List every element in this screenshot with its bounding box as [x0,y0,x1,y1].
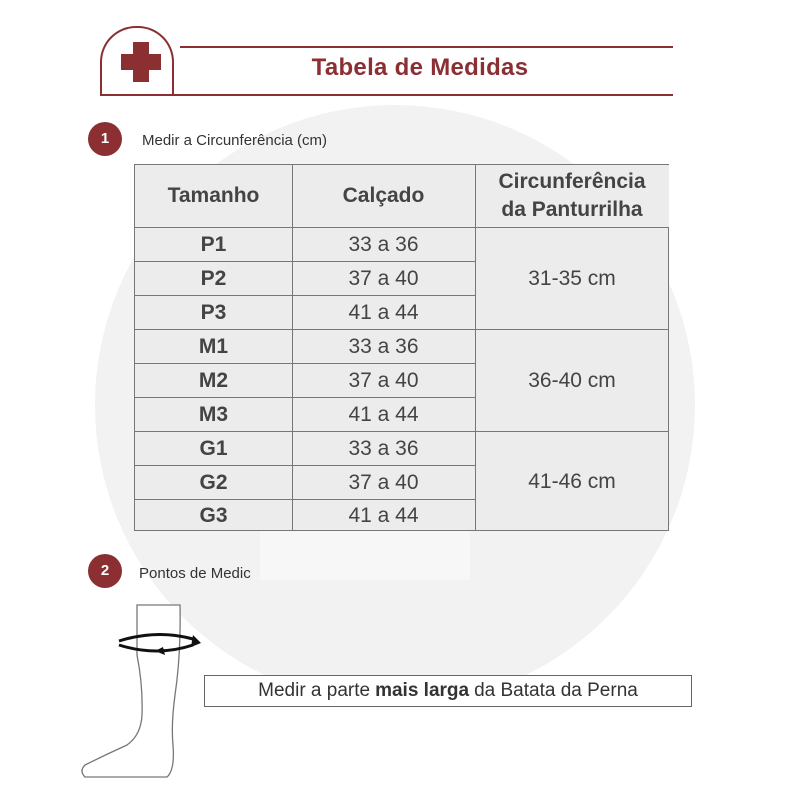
circumference-cell: 41-46 cm [528,469,616,493]
header-size: Tamanho [135,165,292,228]
header-line-top [180,46,673,48]
section-label-2: Pontos de Medic [139,565,251,582]
medical-cross-icon-bar [121,54,161,70]
size-cell: G1 [135,432,292,466]
section-label-1: Medir a Circunferência (cm) [142,132,328,149]
shoe-cell: 41 a 44 [292,296,475,330]
size-cell: G2 [135,466,292,500]
instruction-text-end: da Batata da Perna [474,680,638,701]
size-cell: P1 [135,228,292,262]
shoe-cell: 37 a 40 [292,262,475,296]
size-cell: P3 [135,296,292,330]
circumference-cell: 31-35 cm [475,228,669,330]
size-cell: P2 [135,262,292,296]
header-circumference: Circunferência da Panturrilha [475,165,669,228]
shoe-cell: 41 a 44 [292,398,475,432]
section-number-1: 1 [88,122,122,156]
shoe-cell: 37 a 40 [292,466,475,500]
page-title: Tabela de Medidas [311,54,529,81]
circumference-cell: 36-40 cm [475,330,669,432]
section-number-2: 2 [88,554,122,588]
size-table [134,164,669,531]
leg-measure-icon [75,595,210,785]
header-line-bottom [100,94,673,96]
size-cell: M2 [135,364,292,398]
shoe-cell: 33 a 36 [292,330,475,364]
instruction-text-start: Medir a parte [258,680,371,701]
size-cell: G3 [199,503,228,527]
instruction-text-bold: mais larga [375,680,470,701]
header-shoe: Calçado [292,165,475,228]
shoe-cell: 33 a 36 [292,432,475,466]
instruction-box [204,675,692,707]
shoe-cell: 33 a 36 [292,228,475,262]
shoe-cell: 37 a 40 [292,364,475,398]
shoe-cell: 41 a 44 [348,503,419,527]
size-cell: M3 [135,398,292,432]
size-cell: M1 [135,330,292,364]
